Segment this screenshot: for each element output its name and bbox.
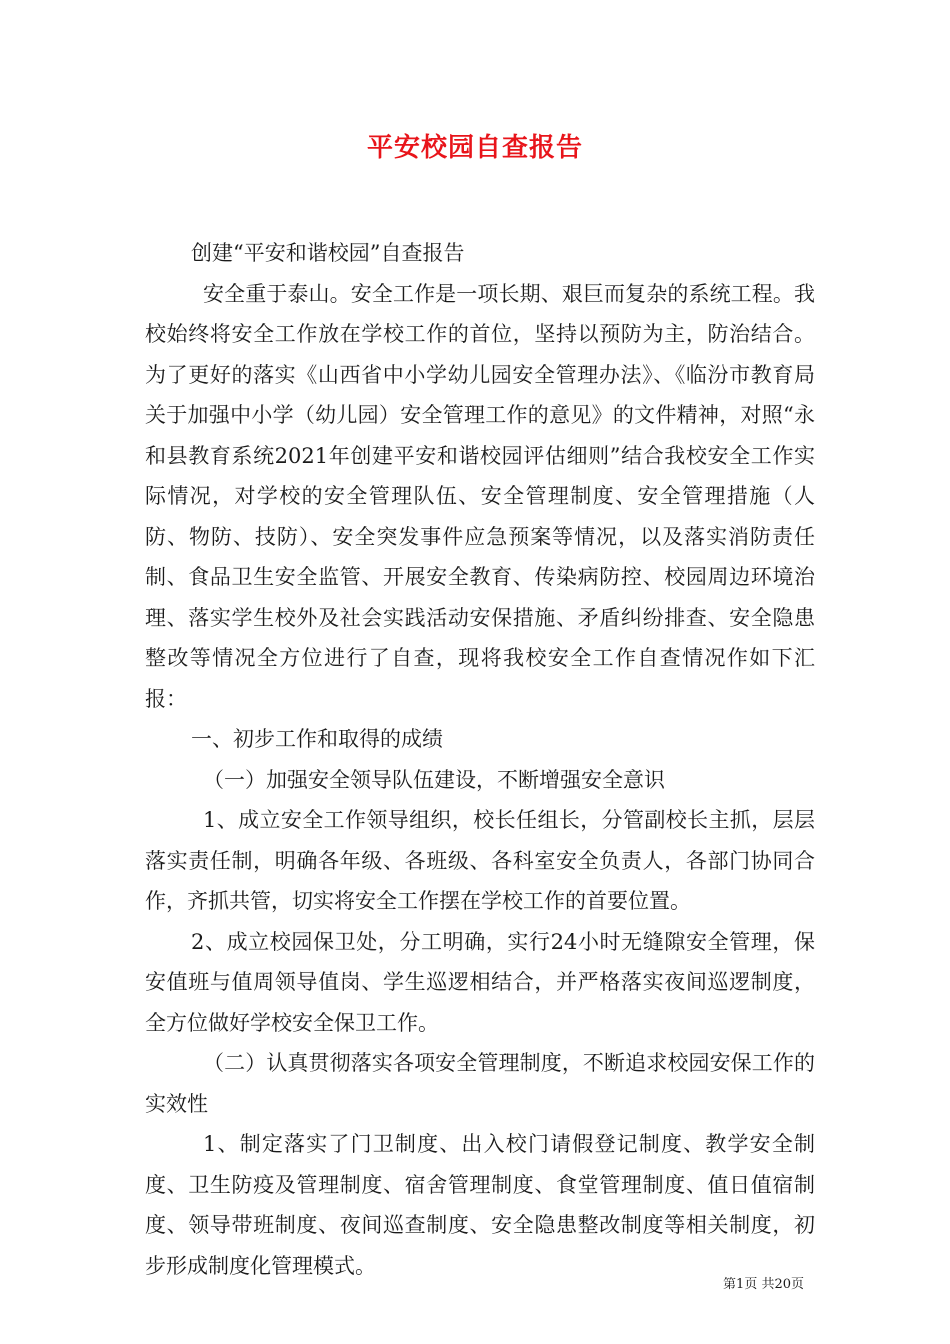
section-heading: 一、初步工作和取得的成绩 (191, 727, 443, 751)
paragraph: 创建“平安和谐校园”自查报告 (191, 241, 465, 265)
paragraph: 1、成立安全工作领导组织，校长任组长，分管副校长主抓，层层落实责任制，明确各年级、各班级、各科室安全负责人，各部门协同合作，齐抓共管，切实将安全工作摆在学校工作的首要位置。 (145, 808, 815, 913)
paragraph: 安全重于泰山。安全工作是一项长期、艰巨而复杂的系统工程。我校始终将安全工作放在学校工作的首位，坚持以预防为主，防治结合。为了更好的落实《山西省中小学幼儿园安全管理办法》、《临汾市教育局关于加强中小学（幼儿园）安全管理工作的意见》的文件精神，对照“永和县教育系统2021年创建平安和谐校园评估细则”结合我校安全工作实际情况，对学校的安全管理队伍、安全管理制度、安全管理措施（人防、物防、技防）、安全突发事件应急预案等情况，以及落实消防责任制、食品卫生安全监管、开展安全教育、传染病防控、校园周边环境治理、落实学生校外及社会实践活动安保措施、矛盾纠纷排查、安全隐患整改等情况全方位进行了自查，现将我校安全工作自查情况作如下汇报： (145, 281, 815, 711)
document-body (145, 233, 815, 1286)
document-title: 平安校园自查报告 (366, 133, 583, 163)
subsection-heading: （一）加强安全领导队伍建设，不断增强安全意识 (203, 767, 665, 792)
page-number: 第1页 共20页 (723, 1277, 804, 1292)
paragraph: 1、制定落实了门卫制度、出入校门请假登记制度、教学安全制度、卫生防疫及管理制度、宿舍管理制度、食堂管理制度、值日值宿制度、领导带班制度、夜间巡查制度、安全隐患整改制度等相关制度，初步形成制度化管理模式。 (145, 1132, 815, 1278)
paragraph: 2、成立校园保卫处，分工明确，实行24小时无缝隙安全管理，保安值班与值周领导值岗、学生巡逻相结合，并严格落实夜间巡逻制度，全方位做好学校安全保卫工作。 (145, 929, 815, 1035)
subsection-heading: （二）认真贯彻落实各项安全管理制度，不断追求校园安保工作的实效性 (145, 1051, 815, 1116)
